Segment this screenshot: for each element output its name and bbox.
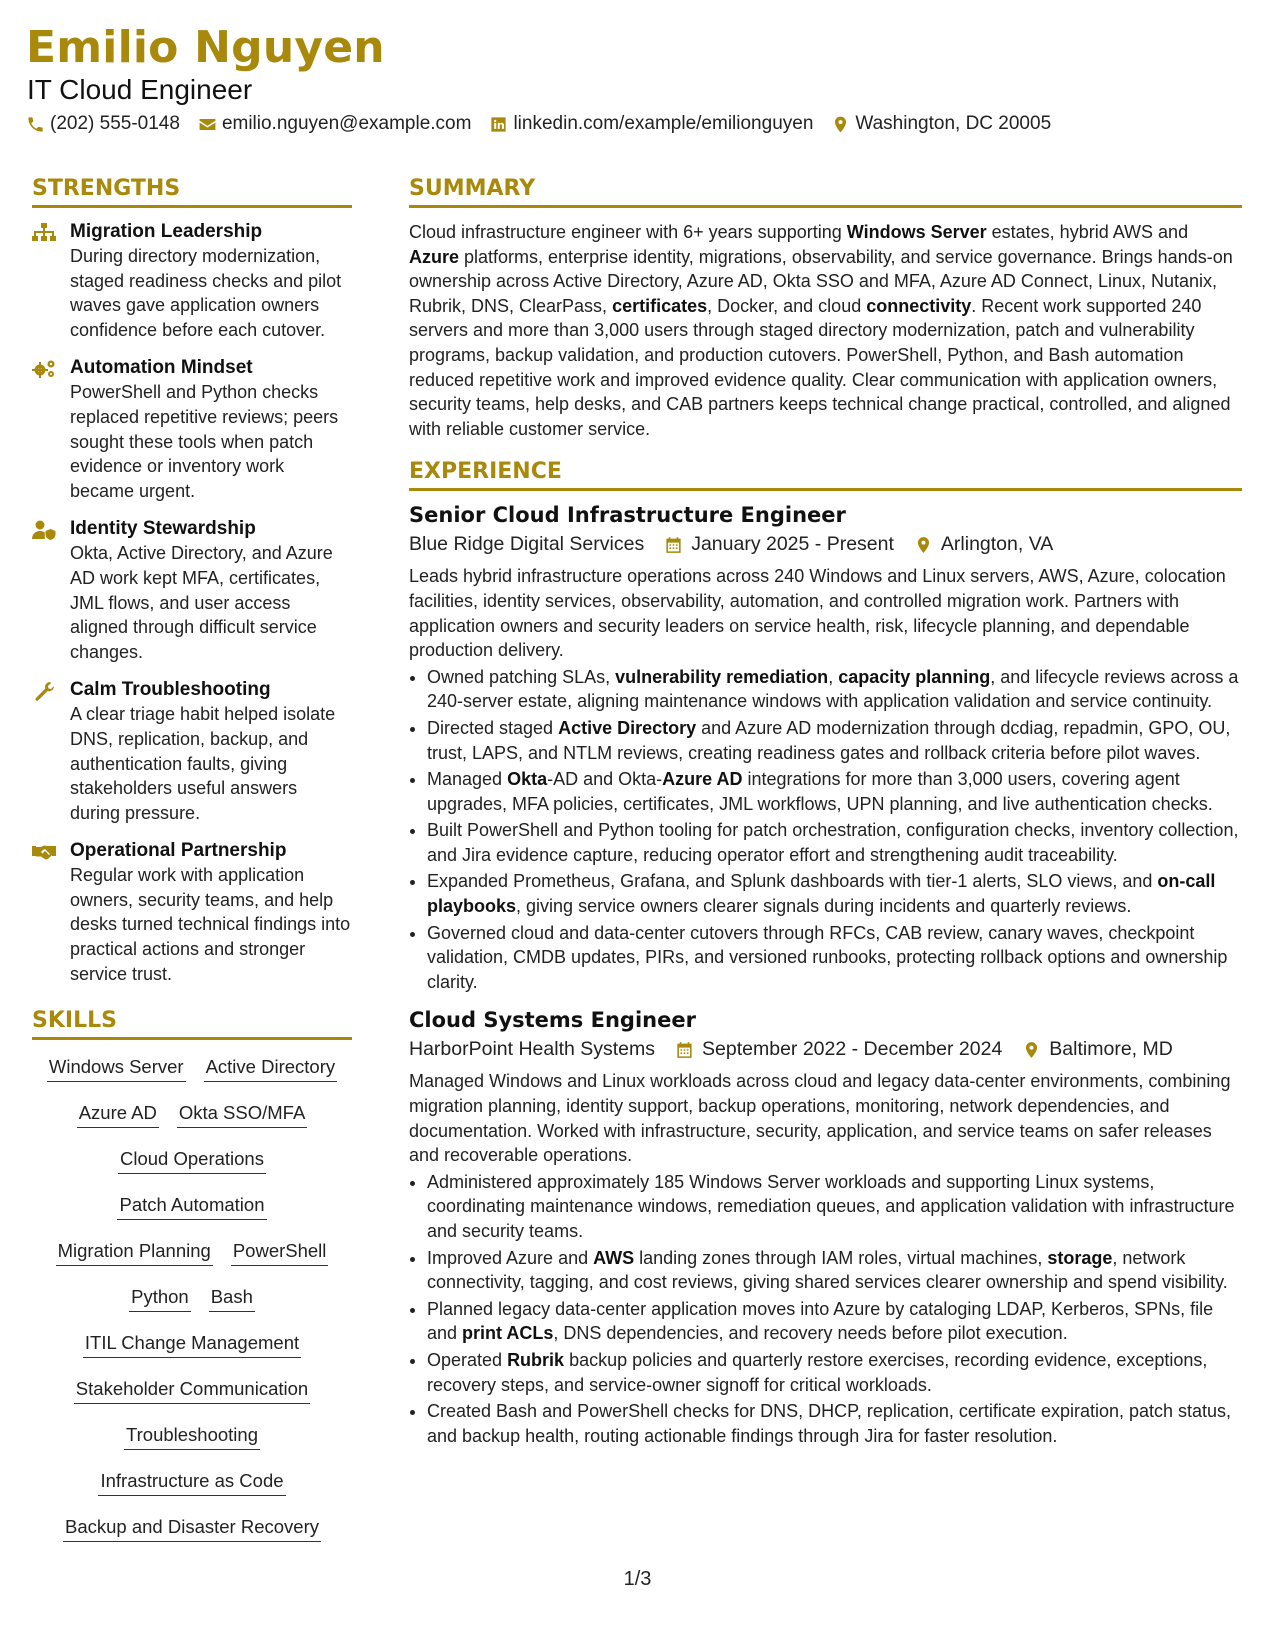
skill-tag: Migration Planning	[56, 1240, 213, 1266]
strengths-heading: STRENGTHS	[32, 176, 352, 208]
job-bullet	[427, 869, 1242, 918]
bold-text: connectivity	[866, 295, 972, 316]
bold-text: on-call playbooks	[427, 871, 1216, 917]
text-segment: Operated	[427, 1349, 508, 1370]
bold-text: AWS	[593, 1247, 635, 1268]
job-company-text: HarborPoint Health Systems	[409, 1038, 656, 1061]
job-company-text: Blue Ridge Digital Services	[409, 533, 645, 556]
contact-linkedin	[489, 113, 813, 135]
strength-desc: A clear triage habit helped isolate DNS, replication, backup, and authentication faults, giving stakeholders useful answers during pressure.	[70, 704, 336, 823]
contact-email-text[interactable]: emilio.nguyen@example.com	[221, 113, 472, 134]
text-segment: , network connectivity, tagging, and cost reviews, giving shared services clearer ownership and spend visibility.	[427, 1247, 1228, 1293]
strength-title: Identity Stewardship	[70, 518, 256, 540]
job-bullet	[427, 1297, 1242, 1346]
handshake-icon	[32, 842, 56, 862]
job-bullet	[427, 665, 1242, 714]
strength-desc: Okta, Active Directory, and Azure AD work kept MFA, certificates, JML flows, and user access aligned through difficult service changes.	[70, 543, 333, 662]
bold-text: Windows Server	[846, 222, 987, 242]
contact-email	[198, 113, 472, 135]
summary-text	[409, 220, 1242, 441]
wrench-icon	[32, 681, 56, 701]
job-dates-text: January 2025 - Present	[691, 533, 894, 556]
bold-text: storage	[1047, 1247, 1113, 1268]
text-segment: Planned legacy data-center application moves into Azure by cataloging LDAP, Kerberos, SPNs, file and	[427, 1298, 1214, 1344]
skill-tag: Backup and Disaster Recovery	[63, 1516, 321, 1542]
bold-text: Okta	[507, 769, 548, 790]
text-segment: Governed cloud and data-center cutovers through RFCs, CAB review, canary waves, checkpoint validation, CMDB updates, PIRs, and versioned runbooks, protecting rollback options and ownership clarity.	[427, 922, 1228, 992]
bold-text: Rubrik	[507, 1349, 565, 1370]
left-column	[32, 176, 352, 1542]
contact-bar	[26, 113, 1051, 135]
bold-text: capacity planning	[838, 666, 991, 687]
skills-list	[32, 1052, 352, 1542]
job-bullet	[427, 921, 1242, 995]
text-segment: ,	[828, 666, 839, 687]
skill-tag: Stakeholder Communication	[74, 1378, 310, 1404]
location-pin-icon	[1022, 1040, 1041, 1060]
text-segment: Owned patching SLAs,	[427, 666, 616, 687]
skill-tag: Azure AD	[77, 1102, 159, 1128]
strength-title: Calm Troubleshooting	[70, 679, 271, 701]
calendar-icon	[675, 1040, 694, 1060]
location-pin-icon	[914, 535, 933, 555]
text-segment: . Recent work supported 240 servers and more than 3,000 users through staged directory modernization, patch and vulnerability programs, backup validation, and production cutovers. PowerShell, Python, and Bash automation reduced repetitive work and improved evidence quality. Clear communication with application owners, security teams, help desks, and CAB partners keeps technical change practical, controlled, and aligned with reliable customer service.	[409, 295, 1231, 439]
job-company	[409, 1038, 655, 1061]
text-segment: Created Bash and PowerShell checks for DNS, DHCP, replication, certificate expiration, patch status, and backup health, routing actionable findings through Jira for faster resolution.	[427, 1401, 1232, 1446]
job-bullet	[427, 1170, 1242, 1244]
skill-tag: PowerShell	[231, 1240, 329, 1266]
skill-tag: ITIL Change Management	[83, 1332, 301, 1358]
bold-text: Active Directory	[558, 717, 697, 738]
skill-tag: Infrastructure as Code	[98, 1470, 285, 1496]
text-segment: Administered approximately 185 Windows Server workloads and supporting Linux systems, coordinating maintenance windows, remediation queues, and application validation with infrastructure and security teams.	[427, 1171, 1235, 1241]
text-segment: Directed staged	[427, 717, 559, 738]
job-bullets	[409, 1170, 1242, 1449]
contact-phone-text[interactable]: (202) 555-0148	[50, 113, 180, 134]
location-pin-icon	[831, 115, 850, 134]
strength-title: Operational Partnership	[70, 840, 287, 862]
job-bullet	[427, 1246, 1242, 1295]
contact-location	[831, 113, 1051, 135]
skill-tag: Python	[129, 1286, 191, 1312]
job-dates	[664, 533, 894, 556]
job-title: Senior Cloud Infrastructure Engineer	[409, 503, 846, 528]
job-bullet	[427, 818, 1242, 867]
candidate-headline: IT Cloud Engineer	[27, 74, 253, 105]
text-segment: Built PowerShell and Python tooling for patch orchestration, configuration checks, inventory collection, and Jira evidence capture, reducing operator effort and strengthening audit traceability.	[427, 820, 1239, 865]
user-shield-icon	[32, 520, 56, 540]
phone-icon	[26, 115, 45, 134]
sitemap-icon	[32, 223, 56, 243]
job-meta	[409, 1038, 1242, 1061]
calendar-icon	[664, 535, 683, 555]
job-dates-text: September 2022 - December 2024	[702, 1038, 1003, 1061]
page-number: 1/3	[623, 1568, 652, 1590]
text-segment: Expanded Prometheus, Grafana, and Splunk dashboards with tier-1 alerts, SLO views, and	[427, 871, 1158, 892]
skill-tag: Active Directory	[204, 1056, 338, 1082]
strength-item	[32, 839, 352, 986]
text-segment: estates, hybrid AWS and	[986, 222, 1189, 242]
job-dates	[675, 1038, 1002, 1061]
right-column	[409, 176, 1242, 1462]
text-segment: Managed	[427, 769, 508, 790]
job-entry	[409, 503, 1242, 994]
skill-tag: Troubleshooting	[124, 1424, 260, 1450]
job-summary: Leads hybrid infrastructure operations across 240 Windows and Linux servers, AWS, Azure, colocation facilities, identity services, observability, automation, and controlled migration work. Partners with application owners and security leaders on service health, risk, lifecycle planning, and dependable production delivery.	[409, 566, 1226, 661]
text-segment: integrations for more than 3,000 users, covering agent upgrades, MFA policies, certificates, JML workflows, UPN planning, and live authentication checks.	[427, 769, 1213, 814]
text-segment: , DNS dependencies, and recovery needs before pilot execution.	[553, 1323, 1068, 1344]
text-segment: platforms, enterprise identity, migrations, observability, and service governance. Brings hands-on ownership across Active Directory, Azure AD, Okta SSO and MFA, Azure AD Connect, Linux, Nutanix, Rubrik, DNS, ClearPass,	[409, 246, 1233, 316]
job-entry	[409, 1008, 1242, 1448]
job-location	[914, 533, 1053, 556]
text-segment: , giving service owners clearer signals during incidents and quarterly reviews.	[516, 896, 1132, 917]
strength-item	[32, 356, 352, 503]
text-segment: , and lifecycle reviews across a 240-server estate, aligning maintenance windows with application validation and service continuity.	[427, 666, 1239, 712]
job-bullet	[427, 1399, 1242, 1448]
skill-tag: Bash	[209, 1286, 255, 1312]
job-bullets	[409, 665, 1242, 995]
skill-tag: Patch Automation	[117, 1194, 266, 1220]
text-segment: , Docker, and cloud	[707, 295, 867, 316]
strength-item	[32, 220, 352, 342]
job-summary: Managed Windows and Linux workloads across cloud and legacy data-center environments, combining migration planning, identity support, backup operations, monitoring, network dependencies, and documentation. Worked with infrastructure, security, application, and service teams on safer releases and recoverable operations.	[409, 1071, 1231, 1166]
strength-title: Automation Mindset	[70, 357, 253, 379]
job-bullet	[427, 767, 1242, 816]
bold-text: Azure AD	[662, 769, 743, 790]
experience-list	[409, 503, 1242, 1448]
strength-item	[32, 678, 352, 825]
text-segment: Improved Azure and	[427, 1247, 594, 1268]
strength-desc: During directory modernization, staged readiness checks and pilot waves gave application owners confidence before each cutover.	[70, 246, 342, 340]
job-title: Cloud Systems Engineer	[409, 1008, 696, 1033]
skill-tag: Windows Server	[47, 1056, 186, 1082]
contact-linkedin-text[interactable]: linkedin.com/example/emilionguyen	[513, 113, 814, 134]
job-location-text: Baltimore, MD	[1049, 1038, 1173, 1061]
envelope-icon	[198, 115, 217, 134]
job-bullet	[427, 716, 1242, 765]
candidate-name: Emilio Nguyen	[26, 22, 385, 73]
skills-heading: SKILLS	[32, 1008, 352, 1040]
text-segment: -AD and Okta-	[547, 769, 663, 790]
bold-text: Azure	[409, 246, 460, 267]
skill-tag: Cloud Operations	[118, 1148, 266, 1174]
job-company	[409, 533, 644, 556]
text-segment: backup policies and quarterly restore exercises, recording evidence, exceptions, recovery steps, and service-owner signoff for critical workloads.	[427, 1349, 1208, 1395]
job-location-text: Arlington, VA	[940, 533, 1054, 556]
skill-tag: Okta SSO/MFA	[177, 1102, 307, 1128]
strength-desc: Regular work with application owners, security teams, and help desks turned technical findings into practical actions and stronger service trust.	[70, 865, 351, 984]
summary-heading: SUMMARY	[409, 176, 1242, 208]
text-segment: landing zones through IAM roles, virtual machines,	[634, 1247, 1048, 1268]
job-meta	[409, 533, 1242, 556]
contact-phone	[26, 113, 180, 135]
experience-heading: EXPERIENCE	[409, 459, 1242, 491]
bold-text: certificates	[612, 295, 708, 316]
strength-item	[32, 517, 352, 664]
strength-title: Migration Leadership	[70, 221, 263, 242]
job-bullet	[427, 1348, 1242, 1397]
job-location	[1022, 1038, 1173, 1061]
contact-location-text: Washington, DC 20005	[855, 113, 1052, 134]
gears-icon	[32, 359, 56, 379]
linkedin-icon	[489, 115, 508, 134]
text-segment: and Azure AD modernization through dcdiag, repadmin, GPO, OU, trust, LAPS, and NTLM reviews, creating readiness gates and rollback criteria before pilot waves.	[427, 717, 1231, 763]
text-segment: Cloud infrastructure engineer with 6+ years supporting	[409, 222, 847, 242]
strength-desc: PowerShell and Python checks replaced repetitive reviews; peers sought these tools when patch evidence or inventory work became urgent.	[70, 382, 339, 501]
bold-text: print ACLs	[462, 1323, 554, 1344]
bold-text: vulnerability remediation	[615, 666, 829, 687]
